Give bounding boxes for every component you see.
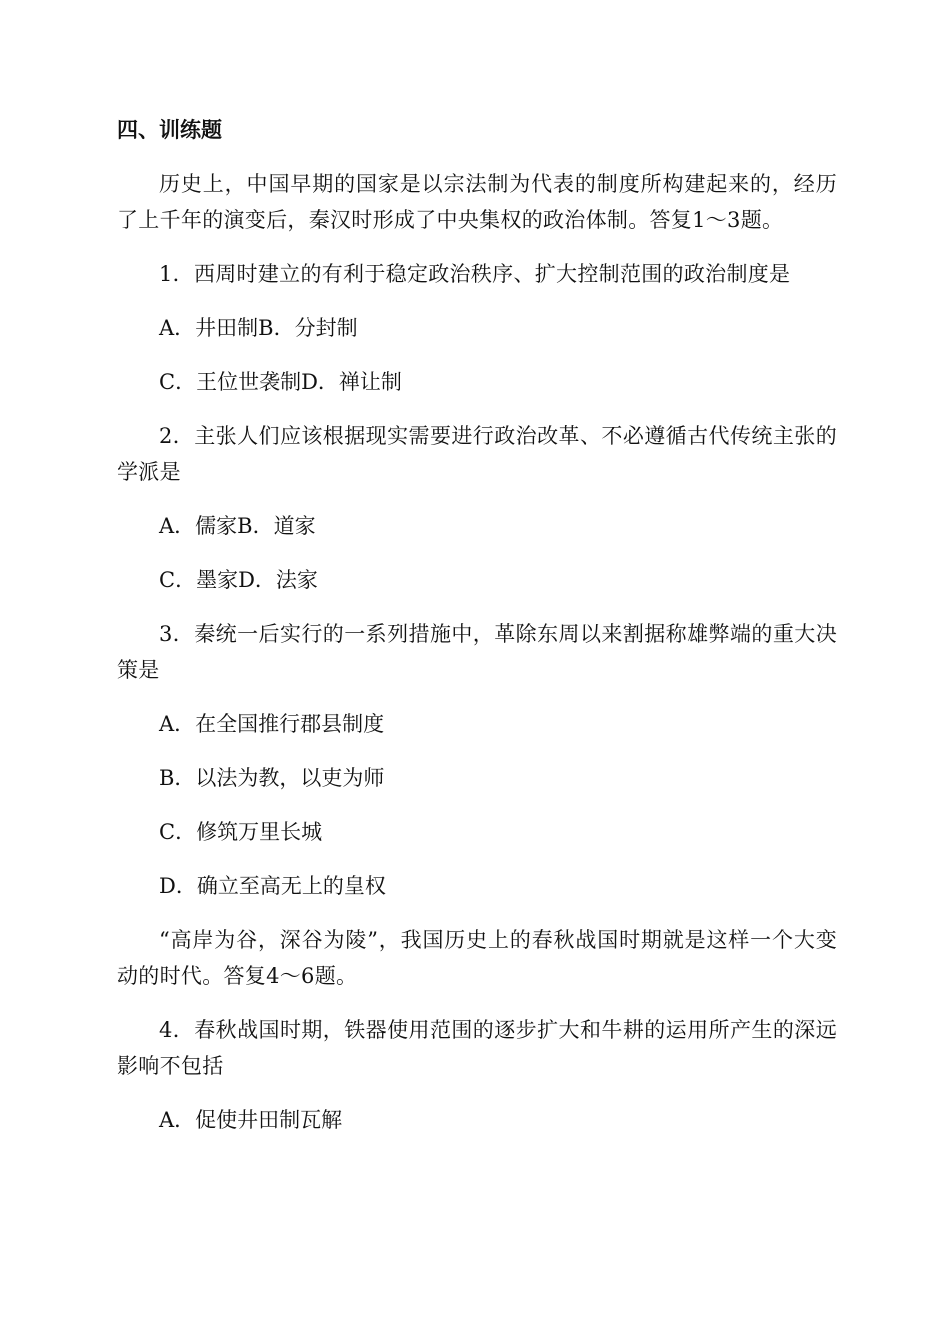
section-title: 四、训练题 [117, 118, 222, 142]
question-4-stem: 4．春秋战国时期，铁器使用范围的逐步扩大和牛耕的运用所产生的深远影响不包括 [117, 1018, 837, 1078]
question-1-options-ab: A．井田制B．分封制 [159, 316, 358, 340]
intro-paragraph-1: 历史上，中国早期的国家是以宗法制为代表的制度所构建起来的，经历了上千年的演变后，秦汉时形成了中央集权的政治体制。答复1～3题。 [117, 172, 837, 232]
question-2-stem: 2．主张人们应该根据现实需要进行政治改革、不必遵循古代传统主张的学派是 [117, 424, 837, 484]
question-3-option-a: A．在全国推行郡县制度 [159, 712, 385, 736]
question-3-stem: 3．秦统一后实行的一系列措施中，革除东周以来割据称雄弊端的重大决策是 [117, 622, 837, 682]
question-1-stem: 1．西周时建立的有利于稳定政治秩序、扩大控制范围的政治制度是 [159, 262, 791, 286]
question-3-option-c: C．修筑万里长城 [159, 820, 323, 844]
question-4-option-a: A．促使井田制瓦解 [159, 1108, 343, 1132]
question-2-options-cd: C．墨家D．法家 [159, 568, 318, 592]
question-1-options-cd: C．王位世袭制D．禅让制 [159, 370, 402, 394]
intro-paragraph-2: “高岸为谷，深谷为陵”，我国历史上的春秋战国时期就是这样一个大变动的时代。答复4～6题。 [117, 928, 837, 988]
question-3-option-d: D．确立至高无上的皇权 [159, 874, 386, 898]
question-3-option-b: B．以法为教，以吏为师 [159, 766, 385, 790]
document-page [117, 112, 837, 1156]
question-2-options-ab: A．儒家B．道家 [159, 514, 316, 538]
